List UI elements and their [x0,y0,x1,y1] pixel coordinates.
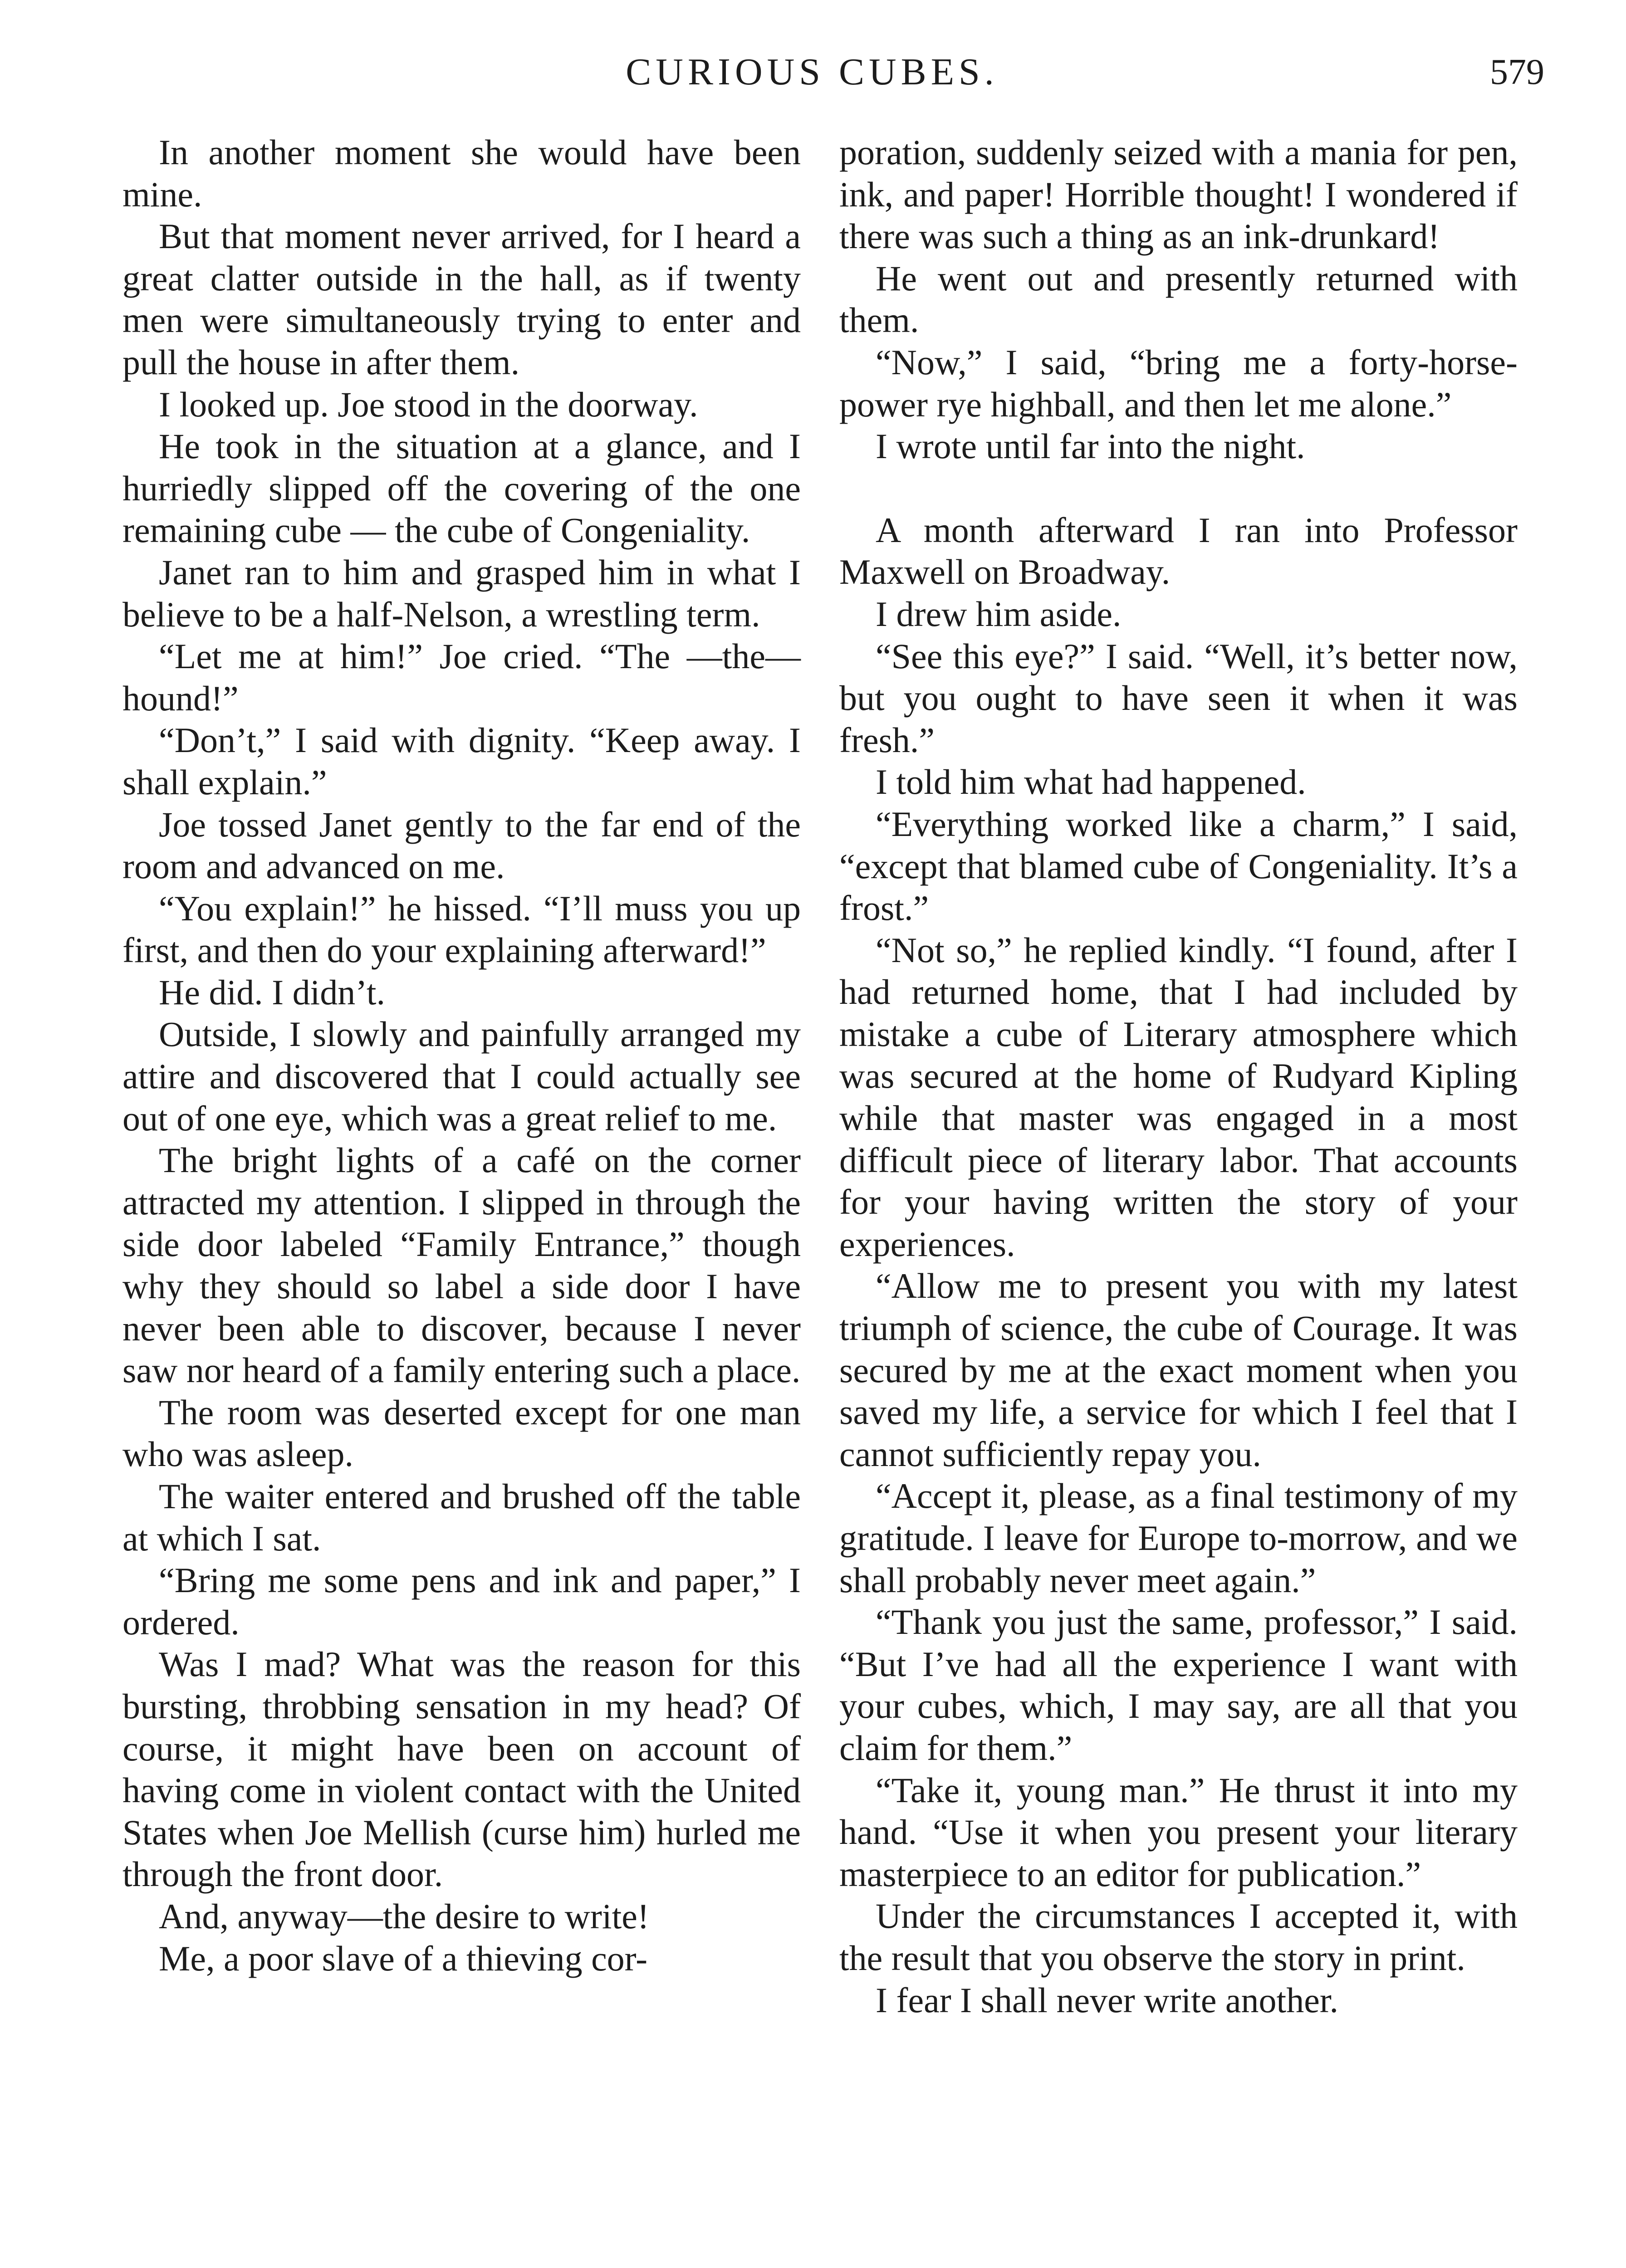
running-title: CURIOUS CUBES. [626,51,999,93]
paragraph: I fear I shall never write another. [876,1980,1339,2020]
paragraph: “Now,” I said, “bring me a forty-horse-power rye highball, and then let me alone.” [839,342,1518,424]
paragraph: Joe tossed Janet gently to the far end of the room and advanced on me. [122,804,801,886]
paragraph: Janet ran to him and grasped him in what I believe to be a half-Nelson, a wrestling term. [122,552,801,634]
paragraph: In another moment she would have been mine. [122,132,801,214]
paragraph: The room was deserted except for one man who was asleep. [122,1392,801,1474]
paragraph: But that moment never arrived, for I heard a great clatter outside in the hall, as if twenty men were simultaneously trying to enter and pull the house in after them. [122,216,801,382]
paragraph: He took in the situation at a glance, and I hurriedly slipped off the covering of the one remaining cube — the cube of Congeniality. [122,426,801,550]
running-head [0,47,1626,97]
paragraph: The waiter entered and brushed off the table at which I sat. [122,1476,801,1558]
paragraph: I looked up. Joe stood in the doorway. [159,384,698,424]
paragraph: poration, suddenly seized with a mania for pen, ink, and paper! Horrible thought! I wondered if there was such a thing as an ink-drunkard! [839,132,1518,256]
paragraph: “Thank you just the same, professor,” I said. “But I’ve had all the experience I want with your cubes, which, I may say, are all that you claim for them.” [839,1602,1518,1768]
right-text-column [839,132,1518,2021]
paragraph: “Allow me to present you with my latest triumph of science, the cube of Courage. It was secured by me at the exact moment when you saved my life, a service for which I feel that I cannot sufficiently repay you. [839,1266,1518,1474]
paragraph: And, anyway—the desire to write! [159,1896,649,1936]
paragraph: “Not so,” he replied kindly. “I found, after I had returned home, that I had included by mistake a cube of Literary atmosphere which was secured at the home of Rudyard Kipling while that master was engaged in a most difficult piece of literary labor. That accounts for your having written the story of your experiences. [839,930,1518,1264]
paragraph: Me, a poor slave of a thieving cor- [159,1938,648,1978]
paragraph: The bright lights of a café on the corner attracted my attention. I slipped in through the side door labeled “Family Entrance,” though why they should so label a side door I have never been able to discover, because I never saw nor heard of a family entering such a place. [122,1140,801,1390]
paragraph: I told him what had happened. [876,762,1306,802]
paragraph: Outside, I slowly and painfully arranged my attire and discovered that I could actually see out of one eye, which was a great relief to me. [122,1014,801,1138]
paragraph: Was I mad? What was the reason for this bursting, throbbing sensation in my head? Of course, it might have been on account of having come in violent contact with the United States when Joe Mellish (curse him) hurled me through the front door. [122,1644,801,1894]
paragraph: I wrote until far into the night. [876,426,1305,466]
section-break [839,468,1518,509]
left-text-column [122,132,801,1980]
paragraph: “Bring me some pens and ink and paper,” I ordered. [122,1560,801,1642]
paragraph: “You explain!” he hissed. “I’ll muss you up first, and then do your explaining afterward!” [122,888,801,970]
paragraph: “Don’t,” I said with dignity. “Keep away. I shall explain.” [122,720,801,802]
paragraph: I drew him aside. [876,594,1122,634]
paragraph: He did. I didn’t. [159,972,386,1012]
page-number: 579 [1490,52,1544,92]
paragraph: He went out and presently returned with them. [839,258,1518,340]
paragraph: “Accept it, please, as a final testimony of my gratitude. I leave for Europe to-morrow, and we shall probably never meet again.” [839,1476,1518,1600]
paragraph: “Everything worked like a charm,” I said, “except that blamed cube of Congeniality. It’s a frost.” [839,804,1518,928]
paragraph: Under the circumstances I accepted it, with the result that you observe the story in print. [839,1896,1518,1978]
paragraph: A month afterward I ran into Professor Maxwell on Broadway. [839,510,1518,592]
paragraph: “Let me at him!” Joe cried. “The —the—hound!” [122,636,801,718]
paragraph: “Take it, young man.” He thrust it into my hand. “Use it when you present your literary masterpiece to an editor for publication.” [839,1770,1518,1894]
paragraph: “See this eye?” I said. “Well, it’s better now, but you ought to have seen it when it was fresh.” [839,636,1518,760]
